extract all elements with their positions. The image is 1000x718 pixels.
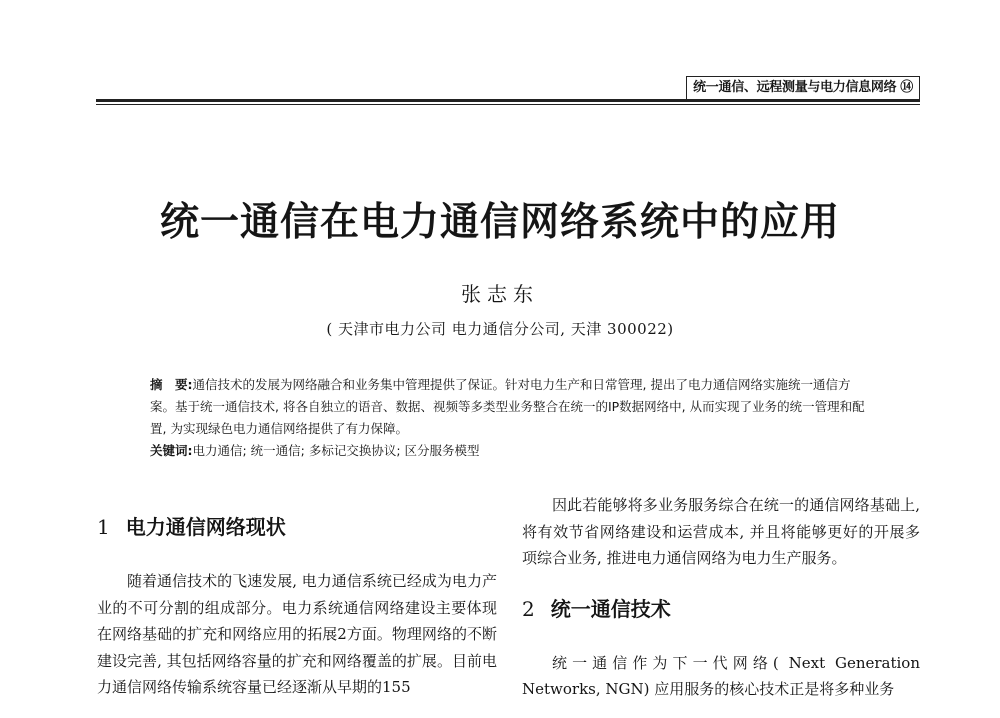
section-1-title: 电力通信网络现状	[125, 515, 286, 539]
section-1-paragraph: 随着通信技术的飞速发展, 电力通信系统已经成为电力产业的不可分割的组成部分。电力系统通信网络建设主要体现在网络基础的扩充和网络应用的拓展2方面。物理网络的不断建设完善, 其包括网络容量的扩充和网络覆盖的扩展。目前电力通信网络传输系统容量已经逐渐从早期的155	[97, 572, 497, 696]
journal-logo-icon: ⑭	[900, 80, 913, 95]
journal-section-label	[686, 76, 920, 99]
section-2-number: 2	[522, 596, 535, 621]
header-rule-thick	[96, 99, 920, 102]
header-rule-thin	[96, 104, 920, 105]
section-1-number: 1	[97, 515, 110, 539]
section-2-heading	[522, 594, 920, 624]
journal-header	[96, 60, 920, 110]
article-title: 统一通信在电力通信网络系统中的应用	[159, 200, 840, 245]
abstract	[150, 374, 870, 440]
right-column-intro: 因此若能够将多业务服务综合在统一的通信网络基础上, 将有效节省网络建设和运营成本, 并且将能够更好的开展多项综合业务, 推进电力通信网络为电力生产服务。	[522, 496, 920, 567]
section-1-heading	[97, 512, 497, 542]
right-column	[522, 492, 920, 703]
keywords	[150, 440, 870, 462]
abstract-block	[150, 374, 870, 462]
keywords-label: 关键词:	[150, 443, 193, 458]
journal-section-text: 统一通信、远程测量与电力信息网络	[693, 80, 897, 95]
author-affiliation: ( 天津市电力公司 电力通信分公司, 天津 300022)	[326, 320, 674, 338]
section-2-title: 统一通信技术	[550, 596, 671, 621]
section-2-paragraph: 统一通信作为下一代网络( Next Generation Networks, NGN) 应用服务的核心技术正是将多种业务	[522, 653, 920, 698]
left-column	[97, 492, 497, 701]
abstract-label: 摘 要:	[150, 377, 193, 392]
abstract-text: 通信技术的发展为网络融合和业务集中管理提供了保证。针对电力生产和日常管理, 提出了电力通信网络实施统一通信方案。基于统一通信技术, 将各自独立的语音、数据、视频等多类型业务整合在统一的IP数据网络中, 从而实现了业务的统一管理和配置, 为实现绿色电力通信网络提供了有力保障。	[150, 377, 865, 436]
keywords-text: 电力通信; 统一通信; 多标记交换协议; 区分服务模型	[192, 443, 480, 458]
article-author: 张志东	[461, 282, 539, 306]
